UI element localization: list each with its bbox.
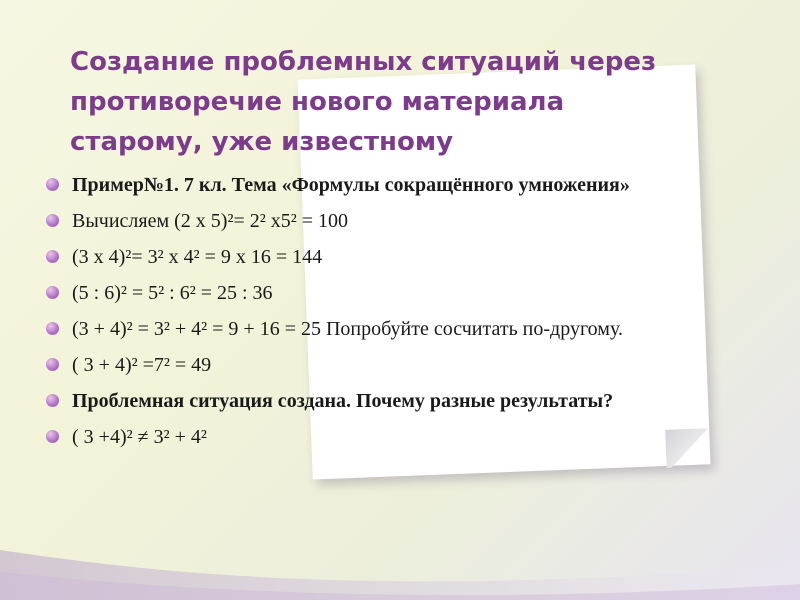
title-line-1: Создание проблемных ситуаций через [70,47,657,77]
list-item-text: (3 х 4)²= 3² х 4² = 9 х 16 = 144 [72,246,323,268]
list-item-text: (3 + 4)² = 3² + 4² = 9 + 16 = 25 Попробуйте сосчитать по-другому. [72,318,623,340]
list-item [40,244,720,270]
bullet-icon [46,358,59,371]
list-item [40,424,720,450]
list-item-text: Проблемная ситуация создана. Почему разные результаты? [72,390,614,412]
title-line-2: противоречие нового материала [70,87,565,117]
list-item-text: Пример№1. 7 кл. Тема «Формулы сокращённого умножения» [72,174,630,196]
slide-title [70,42,770,162]
bullet-icon [46,430,59,443]
list-item-text: ( 3 + 4)² =7² = 49 [72,354,212,376]
list-item [40,388,720,414]
list-item [40,316,720,342]
bullet-icon [46,178,59,191]
list-item [40,280,720,306]
list-item [40,208,720,234]
list-item-text: (5 : 6)² = 5² : 6² = 25 : 36 [72,282,273,304]
bullet-icon [46,214,59,227]
bullet-list [40,172,720,460]
list-item [40,172,720,198]
list-item-text: Вычисляем (2 х 5)²= 2² х5² = 100 [72,210,348,232]
bullet-icon [46,394,59,407]
title-line-3: старому, уже известному [70,127,454,157]
decorative-wave [0,510,800,600]
list-item [40,352,720,378]
bullet-icon [46,322,59,335]
bullet-icon [46,286,59,299]
bullet-icon [46,250,59,263]
list-item-text: ( 3 +4)² ≠ 3² + 4² [72,426,207,448]
